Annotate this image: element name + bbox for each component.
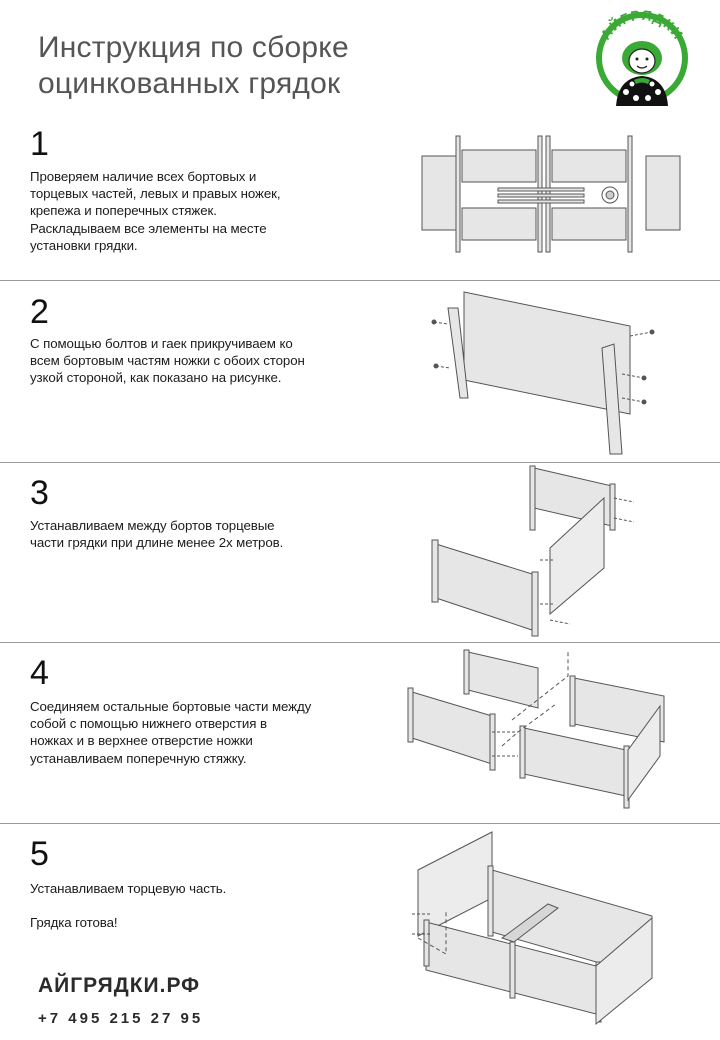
logo-text: АЙГРЯДКИ bbox=[597, 6, 687, 43]
divider bbox=[0, 823, 720, 824]
page-title bbox=[38, 30, 349, 102]
step-text-4 bbox=[30, 698, 370, 767]
step-3-illustration bbox=[424, 464, 646, 640]
divider bbox=[0, 462, 720, 463]
step-3-line: Устанавливаем между бортов торцевые bbox=[30, 518, 275, 533]
step-5-line bbox=[30, 897, 370, 914]
step-2-line: всем бортовым частям ножки с обоих сторон bbox=[30, 353, 305, 369]
step-1-line: крепежа и поперечных стяжек. bbox=[30, 203, 217, 219]
step-text-2 bbox=[30, 335, 370, 387]
step-4-illustration bbox=[402, 646, 670, 818]
step-number-4: 4 bbox=[30, 654, 49, 692]
step-2-line: С помощью болтов и гаек прикручиваем ко bbox=[30, 336, 293, 351]
website-link[interactable]: АЙГРЯДКИ.РФ bbox=[38, 974, 201, 997]
step-text-1 bbox=[30, 168, 370, 254]
step-1-illustration bbox=[418, 130, 684, 260]
step-2-illustration bbox=[430, 286, 658, 456]
step-number-5: 5 bbox=[30, 835, 49, 873]
step-1-line: Проверяем наличие всех бортовых и bbox=[30, 169, 257, 184]
step-2-line: узкой стороной, как показано на рисунке. bbox=[30, 370, 282, 386]
step-4-line: устанавливаем поперечную стяжку. bbox=[30, 750, 247, 766]
step-number-3: 3 bbox=[30, 474, 49, 512]
step-4-line: Соединяем остальные бортовые части между bbox=[30, 699, 312, 714]
step-text-3 bbox=[30, 517, 370, 551]
brand-logo bbox=[586, 6, 698, 114]
step-1-line: Раскладываем все элементы на месте bbox=[30, 220, 267, 236]
step-5-line: Грядка готова! bbox=[30, 915, 118, 931]
step-3-line: части грядки при длине менее 2х метров. bbox=[30, 535, 284, 551]
step-text-5 bbox=[30, 880, 370, 932]
step-5-line: Устанавливаем торцевую часть. bbox=[30, 881, 227, 896]
divider bbox=[0, 642, 720, 643]
step-5-illustration bbox=[406, 828, 662, 1034]
divider bbox=[0, 280, 720, 281]
phone-number[interactable]: +7 495 215 27 95 bbox=[38, 1010, 204, 1027]
step-4-line: собой с помощью нижнего отверстия в bbox=[30, 716, 267, 732]
step-1-line: установки грядки. bbox=[30, 237, 138, 253]
title-line-1: Инструкция по сборке bbox=[38, 31, 349, 64]
step-4-line: ножках и в верхнее отверстие ножки bbox=[30, 733, 253, 749]
step-number-2: 2 bbox=[30, 293, 49, 331]
step-1-line: торцевых частей, левых и правых ножек, bbox=[30, 186, 281, 202]
step-number-1: 1 bbox=[30, 125, 49, 163]
title-line-2: оцинкованных грядок bbox=[38, 67, 341, 100]
